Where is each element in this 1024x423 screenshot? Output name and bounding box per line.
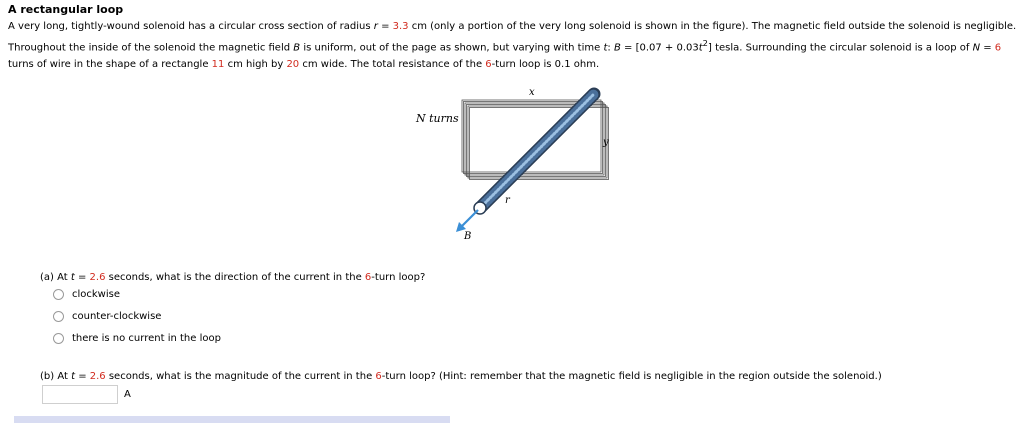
turns-value: 6 [994, 42, 1002, 54]
radio-button[interactable] [53, 333, 64, 344]
option-counter-clockwise[interactable]: counter-clockwise [53, 311, 161, 322]
page-title: A rectangular loop [8, 3, 124, 16]
b-label: B [464, 231, 472, 240]
n-turns-label: N turns [416, 112, 459, 125]
radius-value: 3.3 [392, 21, 409, 32]
r-label: r [505, 195, 510, 206]
solenoid-figure [410, 80, 615, 240]
radio-button[interactable] [53, 311, 64, 322]
radio-button[interactable] [53, 289, 64, 300]
answer-input[interactable] [42, 385, 118, 404]
option-clockwise[interactable]: clockwise [53, 289, 120, 300]
height-value: 11 [211, 59, 225, 71]
x-label: x [529, 87, 535, 98]
question-b: (b) At t = 2.6 seconds, what is the magnitude of the current in the 6-turn loop? (Hint: remember that the magnetic field is negligible in the region outside the solenoid.) [40, 371, 882, 382]
option-no-current[interactable]: there is no current in the loop [53, 333, 221, 344]
unit-label: A [124, 389, 131, 400]
problem-statement: A very long, tightly-wound solenoid has a circular cross section of radius r = 3.3 cm (only a portion of the very long solenoid is shown in the figure). The magnetic field outside the solenoid is negligible. Throughout the inside of the solenoid the magnetic field B is uniform, out of the page as shown, but varying with time t: $B = [0.07 + 0.03t^2]$ tesla. Surrounding the circular solenoid is a loop of N = 6 turns of wire in the shape of a rectangle 11 cm high by 20 cm wide. The total resistance of the 6-turn loop is 0.1 ohm. [8, 21, 1017, 71]
y-label: y [603, 137, 609, 148]
question-a: (a) At t = 2.6 seconds, what is the direction of the current in the 6-turn loop? [40, 272, 426, 283]
width-value: 20 [286, 59, 300, 71]
bottom-bar [14, 416, 450, 423]
